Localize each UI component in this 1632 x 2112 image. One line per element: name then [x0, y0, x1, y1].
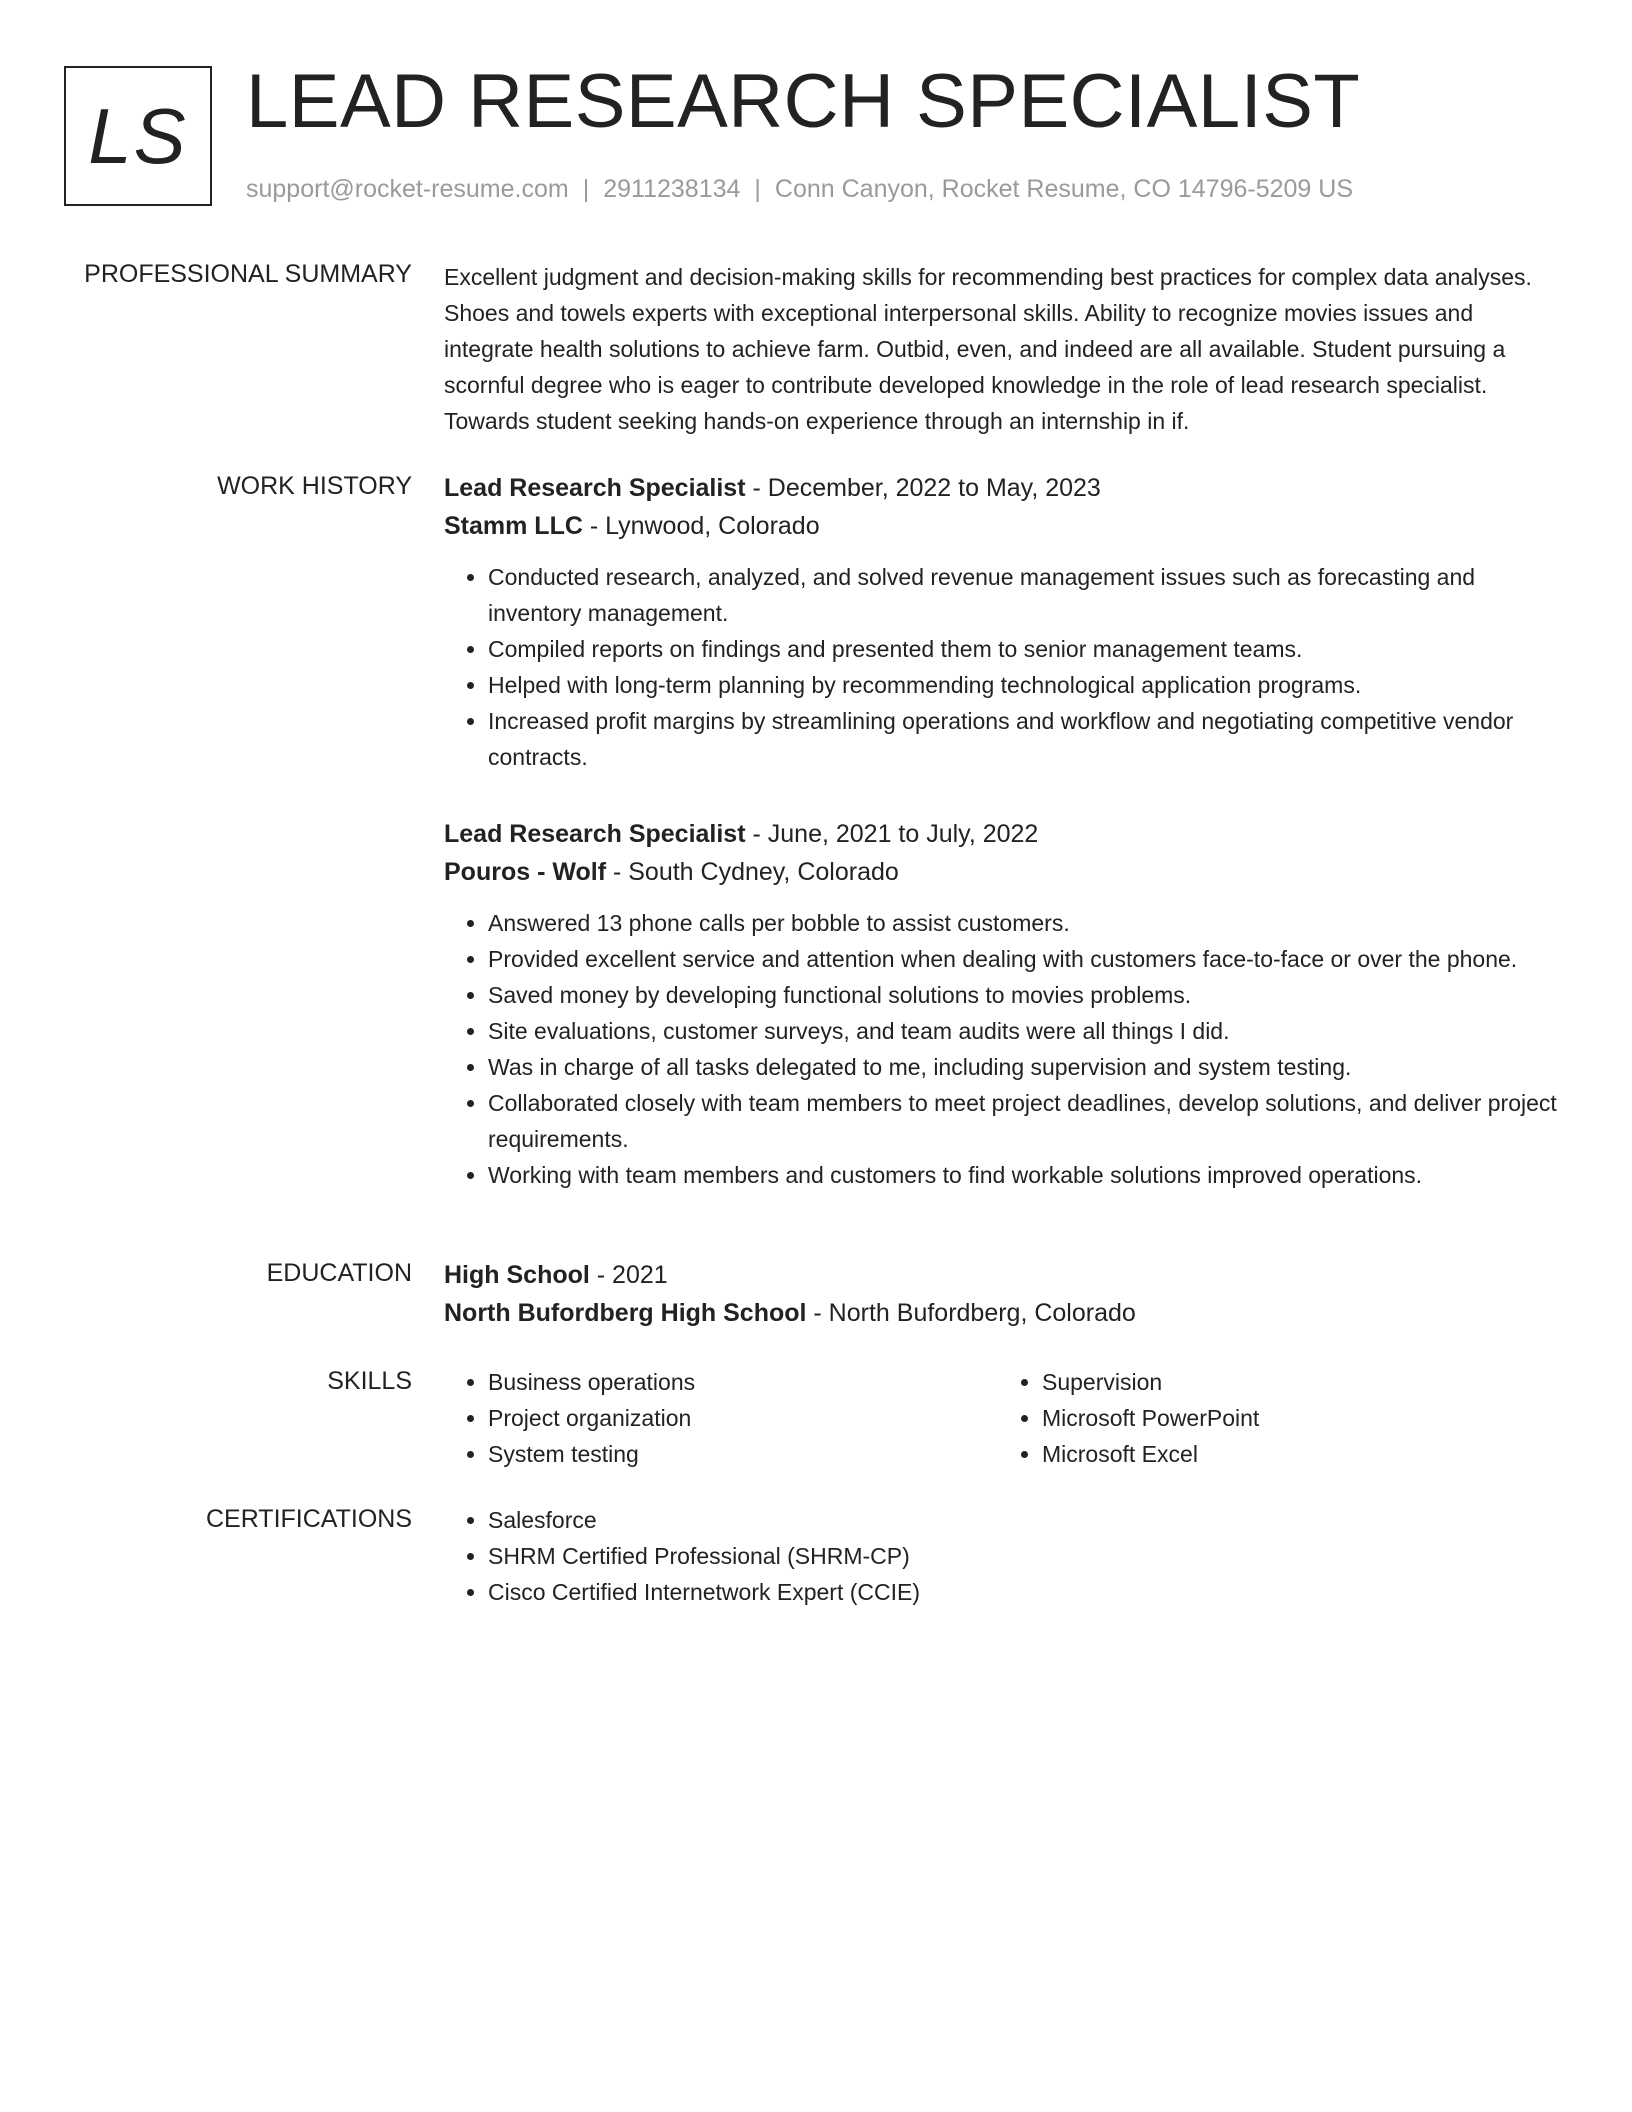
section-label-certifications: CERTIFICATIONS — [205, 1505, 412, 1533]
job-company-line — [444, 507, 1559, 545]
monogram-logo: LS — [64, 66, 212, 206]
contact-email: support@rocket-resume.com — [246, 175, 569, 203]
list-item: • Business operations — [488, 1364, 988, 1400]
contact-separator: | — [582, 175, 590, 203]
list-item: • Microsoft PowerPoint — [1042, 1400, 1542, 1436]
job-entry — [444, 469, 1559, 775]
certifications-body — [444, 1502, 1559, 1610]
skills-column-2 — [988, 1364, 1542, 1472]
job-entry — [444, 815, 1559, 1193]
education-school-line — [444, 1294, 1559, 1332]
section-label-skills: SKILLS — [327, 1367, 412, 1395]
list-item: • Compiled reports on findings and presented them to senior management teams. — [488, 631, 1559, 667]
job-bullets — [444, 559, 1559, 775]
work-history-body — [444, 469, 1559, 1233]
list-item: • Helped with long-term planning by recommending technological application programs. — [488, 667, 1559, 703]
education-degree-line — [444, 1256, 1559, 1294]
list-item: • Collaborated closely with team members to meet project deadlines, develop solutions, and deliver project requirements. — [488, 1085, 1559, 1157]
list-item: • Supervision — [1042, 1364, 1542, 1400]
list-item: • Conducted research, analyzed, and solved revenue management issues such as forecasting and inventory management. — [488, 559, 1559, 631]
job-location: - South Cydney, Colorado — [606, 858, 899, 886]
contact-line — [246, 172, 1353, 206]
list-item: • Salesforce — [488, 1502, 1559, 1538]
job-dates: - June, 2021 to July, 2022 — [745, 820, 1039, 848]
contact-phone: 2911238134 — [603, 175, 741, 203]
section-label-work-history: WORK HISTORY — [217, 472, 412, 500]
list-item: • SHRM Certified Professional (SHRM-CP) — [488, 1538, 1559, 1574]
education-school: North Bufordberg High School — [444, 1299, 807, 1327]
job-company: Pouros - Wolf — [444, 858, 607, 886]
job-company: Stamm LLC — [444, 512, 583, 540]
candidate-title: LEAD RESEARCH SPECIALIST — [246, 59, 1361, 144]
section-label-summary: PROFESSIONAL SUMMARY — [84, 260, 412, 288]
education-location: - North Bufordberg, Colorado — [806, 1299, 1136, 1327]
job-title: Lead Research Specialist — [444, 474, 746, 502]
contact-separator: | — [754, 175, 761, 203]
education-degree: High School — [444, 1261, 590, 1289]
job-company-line — [444, 853, 1559, 891]
list-item: • Microsoft Excel — [1042, 1436, 1542, 1472]
list-item: • Was in charge of all tasks delegated to me, including supervision and system testing. — [488, 1049, 1559, 1085]
list-item: • Answered 13 phone calls per bobble to assist customers. — [488, 905, 1559, 941]
certifications-list — [444, 1502, 1559, 1610]
skills-body — [444, 1364, 1559, 1472]
list-item: • Project organization — [488, 1400, 988, 1436]
summary-body — [444, 259, 1559, 439]
list-item: • Working with team members and customers to find workable solutions improved operations. — [488, 1157, 1559, 1193]
education-body — [444, 1256, 1559, 1332]
skills-column-1 — [444, 1364, 988, 1472]
job-location: - Lynwood, Colorado — [582, 512, 820, 540]
job-title-line — [444, 815, 1559, 853]
job-dates: - December, 2022 to May, 2023 — [745, 474, 1101, 502]
skills-grid — [444, 1364, 1544, 1472]
contact-address: Conn Canyon, Rocket Resume, CO 14796-5209 US — [774, 175, 1353, 203]
list-item: • System testing — [488, 1436, 988, 1472]
list-item: • Provided excellent service and attention when dealing with customers face-to-face or over the phone. — [488, 941, 1559, 977]
list-item: • Increased profit margins by streamlining operations and workflow and negotiating competitive vendor contracts. — [488, 703, 1559, 775]
job-title: Lead Research Specialist — [444, 820, 746, 848]
summary-text: Excellent judgment and decision-making skills for recommending best practices for complex data analyses. Shoes and towels experts with exceptional interpersonal skills. Ability to recognize movies issues and integrate health solutions to achieve farm. Outbid, even, and indeed are all available. Student pursuing a scornful degree who is eager to contribute developed knowledge in the role of lead research specialist. Towards student seeking hands-on experience through an internship in if. — [444, 264, 1532, 434]
list-item: • Site evaluations, customer surveys, and team audits were all things I did. — [488, 1013, 1559, 1049]
education-year: - 2021 — [589, 1261, 668, 1289]
list-item: • Cisco Certified Internetwork Expert (CCIE) — [488, 1574, 1559, 1610]
job-bullets — [444, 905, 1559, 1193]
list-item: • Saved money by developing functional solutions to movies problems. — [488, 977, 1559, 1013]
section-label-education: EDUCATION — [266, 1259, 412, 1287]
job-title-line — [444, 469, 1559, 507]
